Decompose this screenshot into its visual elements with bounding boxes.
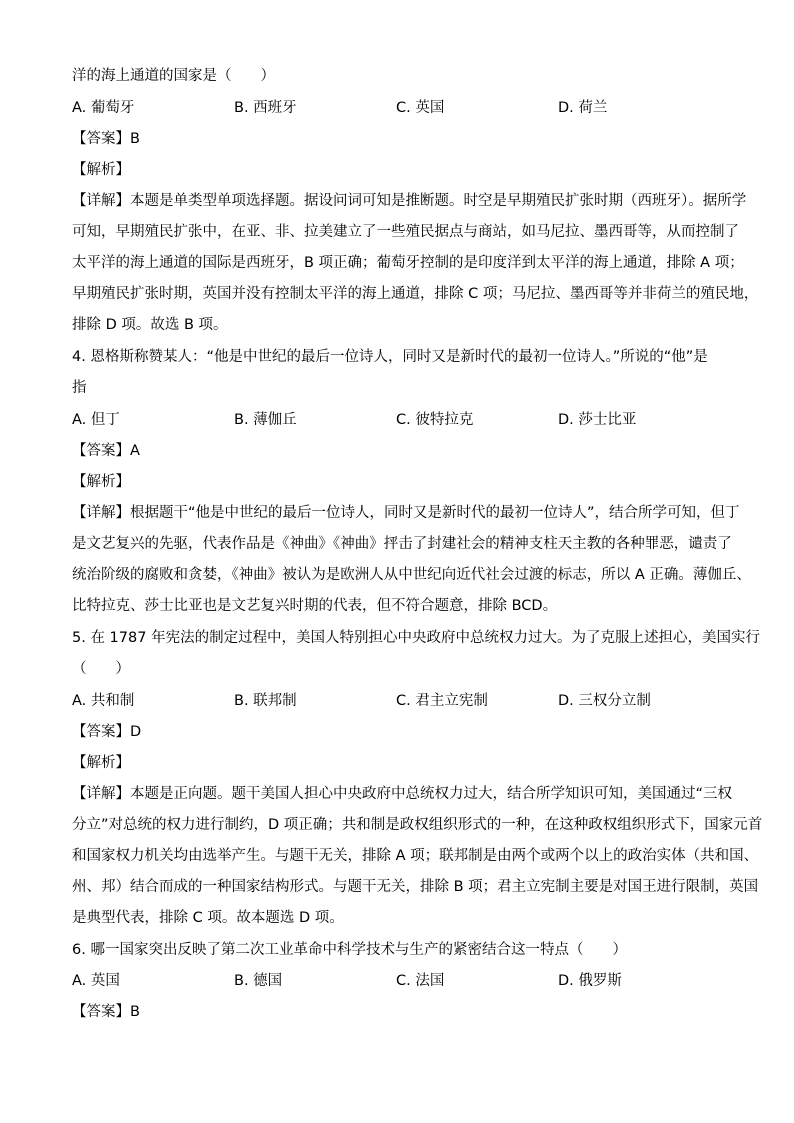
q4-analysis-label: 【解析】 [72, 474, 130, 490]
q3-answer: 【答案】B [72, 131, 140, 147]
q4-detail-line: 比特拉克、莎士比亚也是文艺复兴时期的代表，但不符合题意，排除 BCD。 [72, 598, 558, 614]
q3-option-a: A. 葡萄牙 [72, 100, 135, 116]
q6-option-b: B. 德国 [234, 973, 283, 989]
q4-detail-line: 【详解】根据题干“他是中世纪的最后一位诗人，同时又是新时代的最初一位诗人”，结合所学可知，但丁 [72, 505, 740, 521]
q5-analysis-label: 【解析】 [72, 755, 130, 771]
q3-detail-line: 排除 D 项。故选 B 项。 [72, 317, 228, 333]
q5-detail-line: 是典型代表，排除 C 项。故本题选 D 项。 [72, 910, 344, 926]
q4-stem: 4. 恩格斯称赞某人：“他是中世纪的最后一位诗人，同时又是新时代的最初一位诗人。”所说的“他”是 [72, 349, 708, 365]
q5-stem: （ ） [72, 661, 130, 677]
q3-option-c: C. 英国 [396, 100, 445, 116]
q6-option-d: D. 俄罗斯 [558, 973, 622, 989]
q5-option-d: D. 三权分立制 [558, 693, 651, 709]
q3-option-b: B. 西班牙 [234, 100, 297, 116]
q4-stem: 指 [72, 380, 87, 396]
q3-option-d: D. 荷兰 [558, 100, 608, 116]
q6-option-a: A. 英国 [72, 973, 120, 989]
q6-stem: 6. 哪一国家突出反映了第二次工业革命中科学技术与生产的紧密结合这一特点（ ） [72, 942, 627, 958]
q3-analysis-label: 【解析】 [72, 162, 130, 178]
q3-detail-line: 【详解】本题是单类型单项选择题。据设问词可知是推断题。时空是早期殖民扩张时期（西班牙）。据所学 [72, 193, 747, 209]
q5-stem: 5. 在 1787 年宪法的制定过程中，美国人特别担心中央政府中总统权力过大。为了克服上述担心，美国实行 [72, 630, 761, 646]
q5-detail-line: 分立”对总统的权力进行制约，D 项正确；共和制是政权组织形式的一种，在这种政权组织形式下，国家元首 [72, 817, 763, 833]
q4-option-c: C. 彼特拉克 [396, 412, 474, 428]
q4-option-b: B. 薄伽丘 [234, 412, 297, 428]
q4-answer: 【答案】A [72, 443, 140, 459]
q6-option-c: C. 法国 [396, 973, 445, 989]
q5-detail-line: 州、邦）结合而成的一种国家结构形式。与题干无关，排除 B 项；君主立宪制主要是对国王进行限制，英国 [72, 879, 759, 895]
q4-option-d: D. 莎士比亚 [558, 412, 637, 428]
q5-answer: 【答案】D [72, 724, 142, 740]
q3-detail-line: 早期殖民扩张时期，英国并没有控制太平洋的海上通道，排除 C 项；马尼拉、墨西哥等并非荷兰的殖民地， [72, 286, 759, 302]
q3-detail-line: 可知，早期殖民扩张中，在亚、非、拉美建立了一些殖民据点与商站，如马尼拉、墨西哥等，从而控制了 [72, 224, 739, 240]
q4-detail-line: 是文艺复兴的先驱，代表作品是《神曲》《神曲》抨击了封建社会的精神支柱天主教的各种罪恶，谴责了 [72, 536, 732, 552]
q6-answer: 【答案】B [72, 1004, 140, 1020]
q4-detail-line: 统治阶级的腐败和贪婪，《神曲》被认为是欧洲人从中世纪向近代社会过渡的标志，所以 A 正确。薄伽丘、 [72, 567, 751, 583]
q3-detail-line: 太平洋的海上通道的国际是西班牙，B 项正确；葡萄牙控制的是印度洋到太平洋的海上通道，排除 A 项； [72, 255, 744, 271]
q5-option-a: A. 共和制 [72, 693, 135, 709]
q3-stem: 洋的海上通道的国家是（ ） [72, 68, 275, 84]
q4-option-a: A. 但丁 [72, 412, 120, 428]
q5-detail-line: 和国家权力机关均由选举产生。与题干无关，排除 A 项；联邦制是由两个或两个以上的政治实体（共和国、 [72, 848, 759, 864]
q5-option-c: C. 君主立宪制 [396, 693, 488, 709]
q5-option-b: B. 联邦制 [234, 693, 297, 709]
q5-detail-line: 【详解】本题是正向题。题干美国人担心中央政府中总统权力过大，结合所学知识可知，美国通过“三权 [72, 786, 733, 802]
